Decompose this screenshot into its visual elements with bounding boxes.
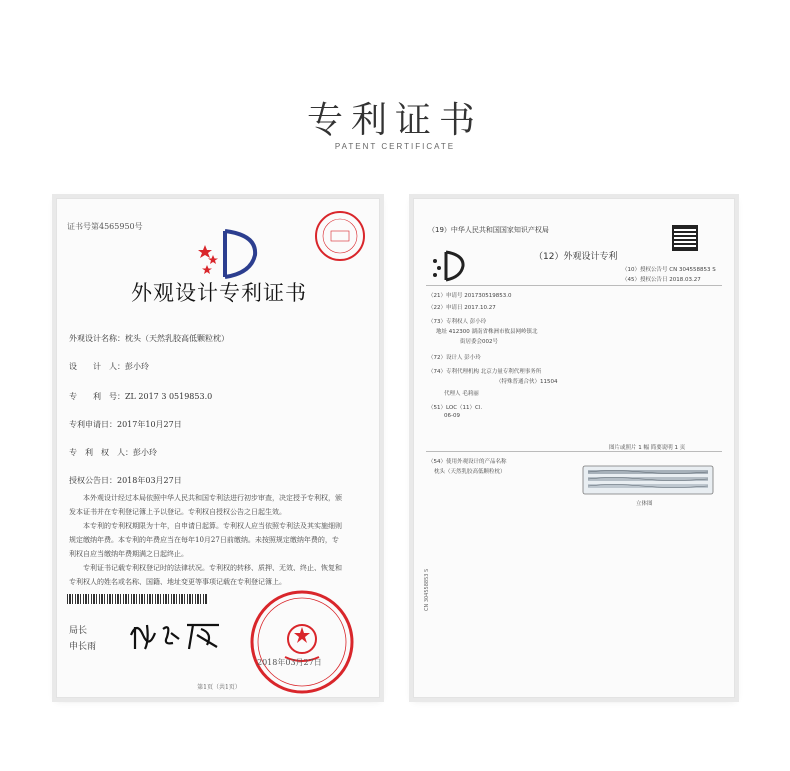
field-label: 外观设计名称：	[69, 334, 125, 343]
page-subtitle: PATENT CERTIFICATE	[334, 142, 456, 151]
body-line: 利权自应当缴纳年费期满之日起终止。	[69, 550, 188, 558]
body-line: 规定缴纳年费。本专利的年费应当在每年10月27日前缴纳。未按照规定缴纳年费的，专	[69, 536, 339, 544]
loc-class: （51）LOC（11）Cl.	[428, 405, 483, 411]
publication-number: （10）授权公告号 CN 304558853 S	[622, 267, 716, 273]
certificate-body	[69, 491, 367, 589]
field-design-name	[69, 333, 229, 344]
body-line: 本外观设计经过本局依照中华人民共和国专利法进行初步审查，决定授予专利权，颁	[69, 494, 342, 502]
address-line-2: 街居委会002号	[460, 339, 498, 345]
field-label: 专 利 权 人：	[69, 448, 133, 457]
patent-publication	[413, 198, 735, 698]
field-value: 2017年10月27日	[117, 420, 182, 429]
page-title: 专利证书	[306, 100, 483, 141]
agent: 代理人 毛莉丽	[444, 391, 479, 397]
product-name-label: （54）使用外观设计的产品名称	[428, 459, 507, 465]
view-label: 立体图	[636, 501, 653, 507]
certificate-footer: 第1页（共1页）	[197, 684, 241, 691]
director-name: 申长雨	[69, 642, 97, 652]
director-signature	[127, 615, 227, 655]
field-value: ZL 2017 3 0519853.0	[125, 392, 213, 401]
field-label: 设 计 人：	[69, 362, 125, 371]
body-line: 发本证书并在专利登记簿上予以登记。专利权自授权公告之日起生效。	[69, 508, 286, 516]
patent-certificate	[56, 198, 380, 698]
loc-code: 06-09	[444, 413, 460, 419]
certificate-title: 外观设计专利证书	[131, 281, 307, 305]
sipo-logo-icon	[428, 249, 468, 283]
field-application-date	[69, 419, 182, 430]
field-label: 授权公告日：	[69, 476, 117, 485]
field-grant-date	[69, 475, 182, 486]
patent-type: （12）外观设计专利	[534, 252, 618, 262]
divider	[426, 285, 722, 286]
application-number: （21）申请号 201730519853.0	[428, 293, 512, 299]
field-designer	[69, 361, 149, 372]
pillow-product-image	[582, 465, 714, 495]
sipo-logo-icon	[195, 225, 265, 283]
field-value: 枕头（天然乳胶高低颗粒枕）	[125, 334, 229, 343]
divider	[426, 451, 722, 452]
field-patent-number	[69, 391, 212, 402]
publication-date: （45）授权公告日 2018.03.27	[622, 277, 701, 283]
side-code: CN 304558853 S	[424, 568, 430, 611]
field-label: 专利申请日：	[69, 420, 117, 429]
qr-code	[672, 225, 698, 251]
field-label: 专 利 号：	[69, 392, 125, 401]
certificate-number: 证书号第4565950号	[67, 222, 143, 231]
office-name: （19）中华人民共和国国家知识产权局	[428, 226, 549, 234]
small-seal-stamp	[313, 209, 367, 263]
body-line: 本专利的专利权期限为十年，自申请日起算。专利权人应当依照专利法及其实施细则	[69, 522, 342, 530]
body-line: 专利证书记载专利权登记时的法律状况。专利权的转移、质押、无效、终止、恢复和	[69, 564, 342, 572]
address-line-1: 地址 412300 湖南省株洲市攸县网岭镇北	[436, 329, 538, 335]
image-note: 图片或照片 1 幅 简要说明 1 页	[609, 445, 686, 451]
application-date: （22）申请日 2017.10.27	[428, 305, 496, 311]
agency-line-1: （74）专利代理机构 北京力量专利代理事务所	[428, 369, 542, 375]
patentee: （73）专利权人 彭小玲	[428, 319, 487, 325]
field-patentee	[69, 447, 157, 458]
agency-line-2: （特殊普通合伙）11504	[496, 379, 558, 385]
product-name: 枕头（天然乳胶高低颗粒枕）	[434, 469, 506, 475]
director-title: 局长	[69, 626, 88, 636]
body-line: 专利权人的姓名或名称、国籍、地址变更等事项记载在专利登记簿上。	[69, 578, 286, 586]
field-value: 彭小玲	[125, 362, 149, 371]
certificate-date: 2018年03月27日	[257, 658, 322, 667]
designer: （72）设计人 彭小玲	[428, 355, 481, 361]
barcode	[67, 594, 207, 604]
field-value: 彭小玲	[133, 448, 157, 457]
field-value: 2018年03月27日	[117, 476, 182, 485]
official-seal-stamp	[247, 587, 357, 697]
